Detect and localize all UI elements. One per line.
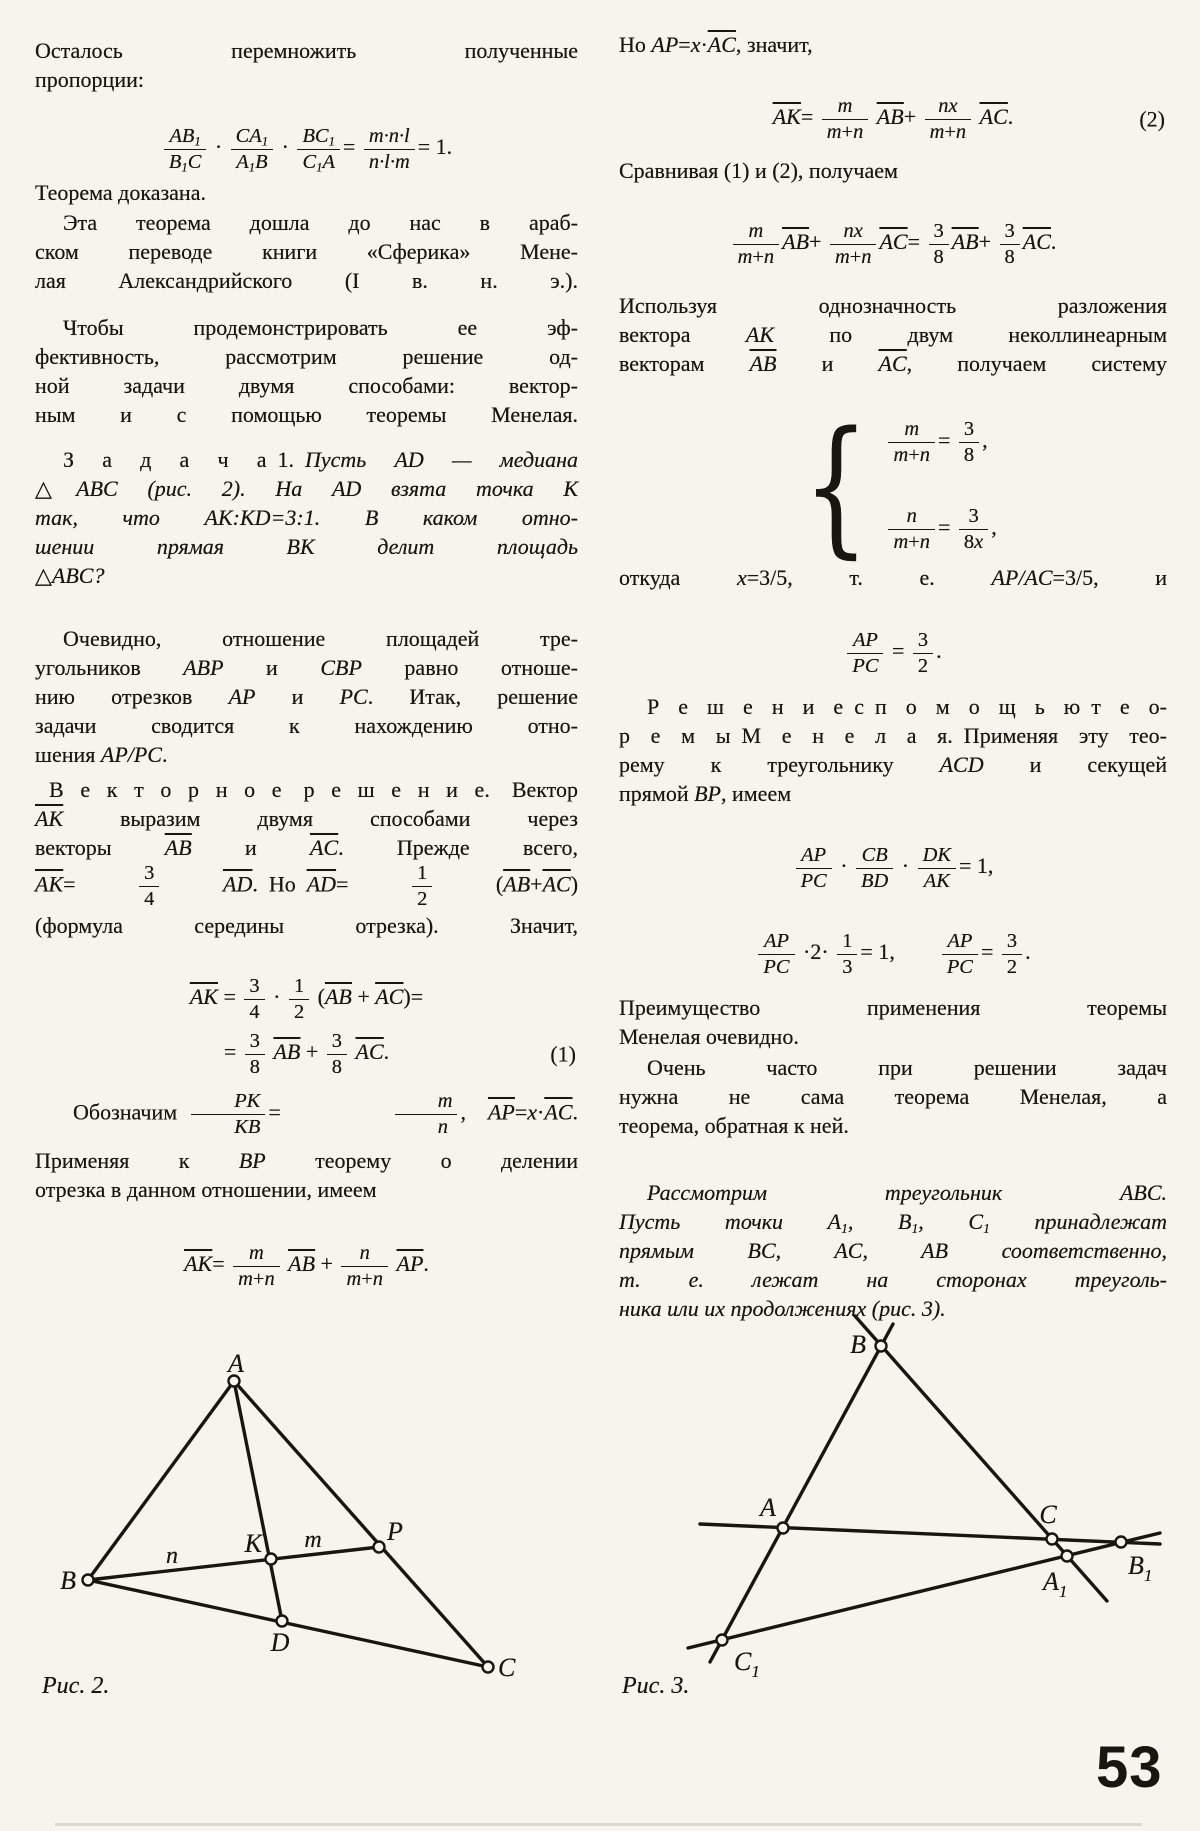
text-line: З а д а ч а 1. Пусть AD — медиана [63, 447, 578, 472]
fig2-median-ad [234, 1381, 282, 1621]
fig2-point-k [266, 1554, 277, 1565]
fraction: $\frac{AP}{PC}$ [942, 930, 978, 979]
text-line: векторам $\overline{AB}$ и $\overline{AC}$, получаем систему [619, 351, 1167, 376]
text-line: $\overline{AK}=$ $\frac{3}{4}$ $\overline{AD}$. Но $\overline{AD}=$ $\frac{1}{2}$ $(\overline{AB}+\overline{AC})$ [35, 862, 579, 910]
fraction: $\frac{BC_1}{C_1A}$ [297, 125, 339, 174]
fraction: $\frac{CB}{BD}$ [856, 844, 893, 893]
text-line: Эта теорема дошла до нас в араб- [63, 210, 578, 235]
text-line: шения AP/PC. [35, 742, 168, 767]
fraction: $\frac{3}{4}$ [139, 862, 159, 911]
fraction: $\frac{1}{2}$ [412, 862, 432, 911]
paragraph-vector-solution [35, 775, 578, 940]
text-line: прямой BP, имеем [619, 781, 792, 806]
text-line: нию отрезков AP и PC. Итак, решение [35, 684, 578, 709]
paragraph-multiply-proportions [35, 36, 578, 94]
fraction: $\frac{3}{2}$ [913, 629, 933, 678]
fig2-label-m: m [304, 1527, 322, 1553]
text-line: Преимущество применения теоремы [619, 995, 1167, 1020]
fig2-label-b: B [60, 1566, 76, 1595]
fig3-point-c1 [717, 1635, 728, 1646]
paragraph-uniqueness [619, 291, 1167, 378]
fraction: $\frac{AP}{PC}$ [847, 629, 883, 678]
text-line: задачи сводится к нахождению отно- [35, 713, 578, 738]
fraction: $\frac{m}{m+n}$ [733, 220, 780, 269]
text-line: Используя однозначность разложения [619, 293, 1167, 318]
fraction: $\frac{DK}{AK}$ [918, 844, 956, 893]
fraction: $\frac{3}{4}$ [244, 975, 264, 1024]
fraction: $\frac{CA_1}{A_1B}$ [231, 125, 273, 174]
text-line: т. е. лежат на сторонах треуголь- [619, 1267, 1167, 1292]
text-line: ной задачи двумя способами: вектор- [35, 373, 578, 398]
fig3-point-b [876, 1341, 887, 1352]
figure-2-triangle-diagram [0, 1338, 580, 1688]
fig3-label-c1: $C_1$ [734, 1647, 760, 1681]
fraction: $\frac{AB_1}{B_1C}$ [164, 125, 206, 174]
fig2-label-n: n [166, 1543, 178, 1569]
paragraph-advantage [619, 993, 1167, 1051]
fraction: $\frac{n}{m+n}$ [341, 1242, 388, 1291]
fig2-point-p [374, 1542, 385, 1553]
fraction: $\frac{nx}{m+n}$ [830, 220, 877, 269]
fig3-label-b: B [850, 1330, 866, 1359]
paragraph-two-methods [35, 313, 578, 429]
fig3-point-b1 [1116, 1537, 1127, 1548]
fraction: $\frac{AP}{PC}$ [758, 930, 794, 979]
text-line: Очевидно, отношение площадей тре- [63, 626, 578, 651]
text-line: шении прямая BK делит площадь [35, 534, 578, 559]
fraction: $\frac{3}{8x}$ [959, 505, 988, 554]
system-row-2: $\frac{n}{m+n}$ = $\frac{3}{8x}$ , [885, 505, 996, 554]
fraction: $\frac{m}{m+n}$ [822, 95, 869, 144]
equation-1-line-1: $\overline{AK}$ = $\frac{3}{4}$ · $\frac{1}{2}$ $(\overline{AB} + \overline{AC})=$ [189, 975, 424, 1023]
equation-1-line-2: = $\frac{3}{8}$ $\overline{AB}$ + $\frac{3}{8}$ $\overline{AC}$. (1) [223, 1030, 576, 1078]
text-line: рему к треугольнику ACD и секущей [619, 752, 1167, 777]
paragraph-applying-bp [35, 1146, 578, 1204]
fig3-transversal [688, 1533, 1160, 1648]
fig2-line-bp [88, 1547, 379, 1580]
text-line: Но $AP=x\cdot\overline{AC}$, значит, [619, 32, 813, 57]
equation-menelaus-applied: $\frac{AP}{PC}$ · $\frac{CB}{BD}$ · $\frac{DK}{AK}$ = 1, [619, 844, 1167, 893]
fraction: $\frac{nx}{m+n}$ [925, 95, 972, 144]
fraction: $\frac{3}{8}$ [327, 1030, 347, 1079]
scan-edge-shadow [55, 1823, 1142, 1826]
system-row-1: $\frac{m}{m+n}$ = $\frac{3}{8}$ , [885, 418, 987, 467]
equation-tag-1: (1) [550, 1041, 576, 1067]
fig2-label-p: P [387, 1517, 403, 1546]
fig2-point-c [483, 1662, 494, 1673]
text-line: угольников ABP и CBP равно отноше- [35, 655, 579, 680]
text-line: Осталось перемножить полученные [35, 38, 578, 63]
text-line: теорема, обратная к ней. [619, 1113, 849, 1138]
paragraph-but-ap [619, 30, 1167, 59]
fig3-point-a1 [1062, 1551, 1073, 1562]
fig3-label-a1: $A_1$ [1043, 1567, 1068, 1601]
fraction: $\frac{1}{3}$ [837, 930, 857, 979]
text-line: векторы $\overline{AB}$ и $\overline{AC}$. Прежде всего, [35, 835, 578, 860]
fraction: $\frac{3}{8}$ [1000, 220, 1020, 269]
equation-ak-ab-ap: $\overline{AK}=$ $\frac{m}{m+n}$ $\overline{AB}$ + $\frac{n}{m+n}$ $\overline{AP}$. [184, 1242, 429, 1290]
fig2-label-d: D [270, 1628, 290, 1657]
paragraph-comparing [619, 156, 1167, 185]
fraction: $\frac{PK}{KB}$ [191, 1090, 265, 1139]
fraction: $\frac{1}{2}$ [289, 975, 309, 1024]
text-line: откуда x=3/5, т. е. AP/AC=3/5, и [619, 565, 1167, 590]
text-line: вектора AK по двум неколлинеарным [619, 322, 1167, 347]
paragraph-spherica-history [35, 208, 578, 295]
fig2-label-k: K [244, 1529, 262, 1558]
fraction: $\frac{m}{m+n}$ [233, 1242, 280, 1291]
figure-3-menelaus-diagram [600, 1300, 1200, 1712]
equation-ap-pc-result: $\frac{AP}{PC}$ = $\frac{3}{2}$ . [619, 629, 1167, 678]
system-rows [885, 418, 996, 554]
fig3-line-ab [710, 1324, 893, 1662]
figure-2-caption: Рис. 2. [42, 1673, 110, 1699]
fraction: $\frac{m\cdot n\cdot l}{n\cdot l\cdot m}$ [364, 125, 415, 174]
fraction: $\frac{m}{n}$ [395, 1090, 458, 1139]
text-line: отрезка в данном отношении, имеем [35, 1177, 377, 1202]
text-line: прямым BC, AC, AB соответственно, [619, 1238, 1167, 1263]
text-line: фективность, рассмотрим решение од- [35, 344, 578, 369]
text-line: ным и с помощью теоремы Менелая. [35, 402, 578, 427]
text-line: Теорема доказана. [35, 180, 206, 205]
text-line: △ABC (рис. 2). На AD взята точка K [35, 476, 578, 501]
equation-system [619, 400, 1167, 572]
text-line: △ABC? [35, 563, 105, 588]
text-line: р е м ы М е н е л а я. Применяя эту тео- [619, 723, 1167, 748]
paragraph-denote-ratio [35, 1090, 578, 1139]
text-line: Пусть точки $A_1$, $B_1$, $C_1$ принадлежат [619, 1209, 1167, 1236]
fraction: $\frac{3}{8}$ [245, 1030, 265, 1079]
fraction: $\frac{m}{m+n}$ [888, 418, 935, 467]
text-line: (формула середины отрезка). Значит, [35, 912, 578, 938]
fraction: $\frac{3}{8}$ [959, 418, 979, 467]
text-line: пропорции: [35, 67, 144, 92]
paragraph-menelaus-solution [619, 692, 1167, 808]
figure-3-caption: Рис. 3. [622, 1673, 690, 1699]
paragraph-theorem-proved [35, 178, 578, 207]
text-line: Рассмотрим треугольник ABC. [647, 1180, 1167, 1205]
text-line: Очень часто при решении задач [647, 1055, 1167, 1080]
equation-2: $\overline{AK}=$ $\frac{m}{m+n}$ $\overline{AB}+$ $\frac{nx}{m+n}$ $\overline{AC}$. (2) [772, 95, 1165, 143]
text-line: В е к т о р н о е р е ш е н и е. Вектор [49, 777, 578, 802]
text-line: ском переводе книги «Сферика» Мене- [35, 239, 578, 264]
fig3-label-c: C [1039, 1500, 1057, 1529]
fig3-point-c [1047, 1534, 1058, 1545]
equation-menelaus-numeric: $\frac{AP}{PC}$ ·2· $\frac{1}{3}$ = 1, $\frac{AP}{PC}$ = $\frac{3}{2}$ . [619, 930, 1167, 979]
text-line: так, что AK:KD=3:1. В каком отно- [35, 505, 578, 530]
fig3-label-b1: $B_1$ [1128, 1551, 1153, 1585]
text-line: Р е ш е н и е с п о м о щ ь ю т е о- [647, 694, 1167, 719]
fig3-line-ac [700, 1524, 1160, 1544]
fraction: $\frac{3}{2}$ [1002, 930, 1022, 979]
fig2-point-b [83, 1575, 94, 1586]
fraction: $\frac{n}{m+n}$ [888, 505, 935, 554]
equation-comparison: $\frac{m}{m+n}$ $\overline{AB}+$ $\frac{nx}{m+n}$ $\overline{AC}=$ $\frac{3}{8}$ $\overline{AB}+$ $\frac{3}{8}$ $\overline{AC}$. [619, 220, 1167, 269]
fig3-point-a [778, 1523, 789, 1534]
fig3-label-a: A [760, 1493, 776, 1522]
text-line: Сравнивая (1) и (2), получаем [619, 158, 898, 183]
paragraph-whence-x [619, 563, 1167, 592]
page-number: 53 [1096, 1735, 1163, 1800]
fraction: $\frac{AP}{PC}$ [796, 844, 832, 893]
text-line: $\overline{AK}$ выразим двумя способами через [35, 806, 578, 831]
paragraph-areas-ratio [35, 624, 578, 769]
fig2-label-c: C [498, 1653, 516, 1682]
fig2-side-ab [88, 1381, 234, 1580]
text-line: ника или их продолжениях (рис. 3). [619, 1296, 946, 1321]
fig2-label-a: A [228, 1349, 244, 1378]
equation-tag-2: (2) [1139, 106, 1165, 132]
fig2-side-ac [234, 1381, 488, 1667]
text-line: лая Александрийского (I в. н. э.). [35, 268, 578, 293]
text-line: Применяя к BP теорему о делении [35, 1148, 578, 1173]
text-line: Обозначим $\frac{PK}{KB}$ = $\frac{m}{n}$ , $\overline{AP}=x\cdot\overline{AC}$. [73, 1090, 578, 1138]
paragraph-problem-1 [35, 445, 578, 590]
equation-menelaus-product: $\frac{AB_1}{B_1C}$ · $\frac{CA_1}{A_1B}$ · $\frac{BC_1}{C_1A}$ = $\frac{m\cdot n\cdot l}{n\cdot l\cdot m}$ = 1. [35, 125, 578, 174]
text-line: Чтобы продемонстрировать ее эф- [63, 315, 578, 340]
fig2-point-d [277, 1616, 288, 1627]
fraction: $\frac{3}{8}$ [929, 220, 949, 269]
paragraph-converse-needed [619, 1053, 1167, 1140]
system-brace: { [803, 400, 870, 572]
text-line: Менелая очевидно. [619, 1024, 799, 1049]
text-line: нужна не сама теорема Менелая, а [619, 1084, 1167, 1109]
